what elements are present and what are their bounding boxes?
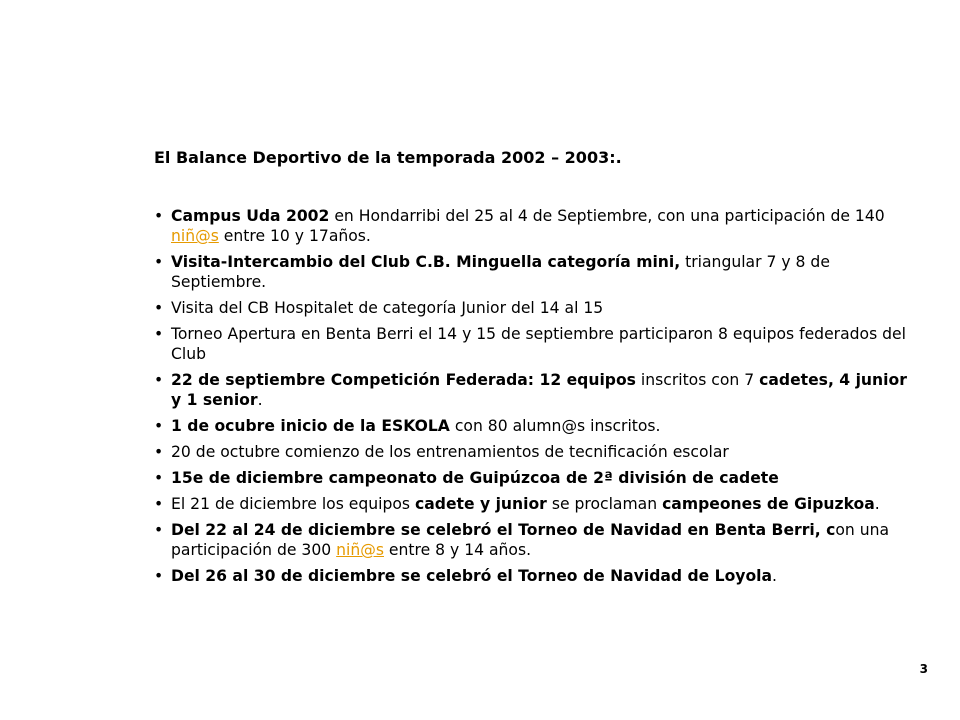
text: . (874, 495, 880, 513)
bullet-item-visita-hospitalet (152, 298, 912, 318)
bold-text: 1 de ocubre inicio de la ESKOLA (171, 417, 450, 435)
bullet-item-campeonato-guipuzcoa (152, 468, 912, 488)
slide-title: El Balance Deportivo de la temporada 2002 – 2003:. (154, 148, 622, 167)
text: se proclaman (546, 495, 663, 513)
text: 20 de octubre comienzo de los entrenamientos de tecnificación escolar (171, 443, 729, 461)
text: . (257, 391, 263, 409)
text: entre 10 y 17años. (218, 227, 371, 245)
bold-text: Visita-Intercambio del Club C.B. Minguella categoría mini, (171, 253, 681, 271)
bullet-item-torneo-navidad-benta-berri (152, 520, 912, 560)
bold-text: Del 22 al 24 de diciembre se celebró el Torneo de Navidad en Benta Berri, c (171, 521, 836, 539)
bullet-item-eskola (152, 416, 912, 436)
text: El 21 de diciembre los equipos (171, 495, 416, 513)
bullet-item-campus-uda (152, 206, 912, 246)
bullet-item-torneo-apertura (152, 324, 912, 364)
text: Visita del CB Hospitalet de categoría Junior del 14 al 15 (171, 299, 604, 317)
bullet-item-campeones-gipuzkoa (152, 494, 912, 514)
bold-text: 22 de septiembre Competición Federada: 12 equipos (171, 371, 636, 389)
page-number: 3 (919, 662, 928, 676)
bullet-item-torneo-navidad-loyola (152, 566, 912, 586)
bold-text: campeones de Gipuzkoa (662, 495, 875, 513)
bold-text: Del 26 al 30 de diciembre se celebró el Torneo de Navidad de Loyola (171, 567, 773, 585)
ninos-link[interactable]: niñ@s (336, 541, 384, 559)
text: Torneo Apertura en Benta Berri el 14 y 15 de septiembre participaron 8 equipos federados del Club (171, 325, 906, 363)
bold-text: Campus Uda 2002 (171, 207, 330, 225)
text: entre 8 y 14 años. (383, 541, 532, 559)
text: triangular 7 y 8 de Septiembre. (171, 253, 830, 291)
text: con 80 alumn@s inscritos. (449, 417, 661, 435)
text: inscritos con 7 (635, 371, 760, 389)
ninos-link[interactable]: niñ@s (171, 227, 219, 245)
bold-text: 15e de diciembre campeonato de Guipúzcoa de 2ª división de cadete (171, 469, 779, 487)
text: on una participación de 300 (171, 521, 890, 559)
bold-text: cadete y junior (415, 495, 547, 513)
bullet-item-tecnificacion (152, 442, 912, 462)
bullet-list (152, 206, 912, 592)
bullet-item-visita-minguella (152, 252, 912, 292)
text: . (772, 567, 778, 585)
text: en Hondarribi del 25 al 4 de Septiembre, con una participación de 140 (329, 207, 885, 225)
bold-text: cadetes, 4 junior y 1 senior (171, 371, 907, 409)
bullet-item-competicion-federada (152, 370, 912, 410)
